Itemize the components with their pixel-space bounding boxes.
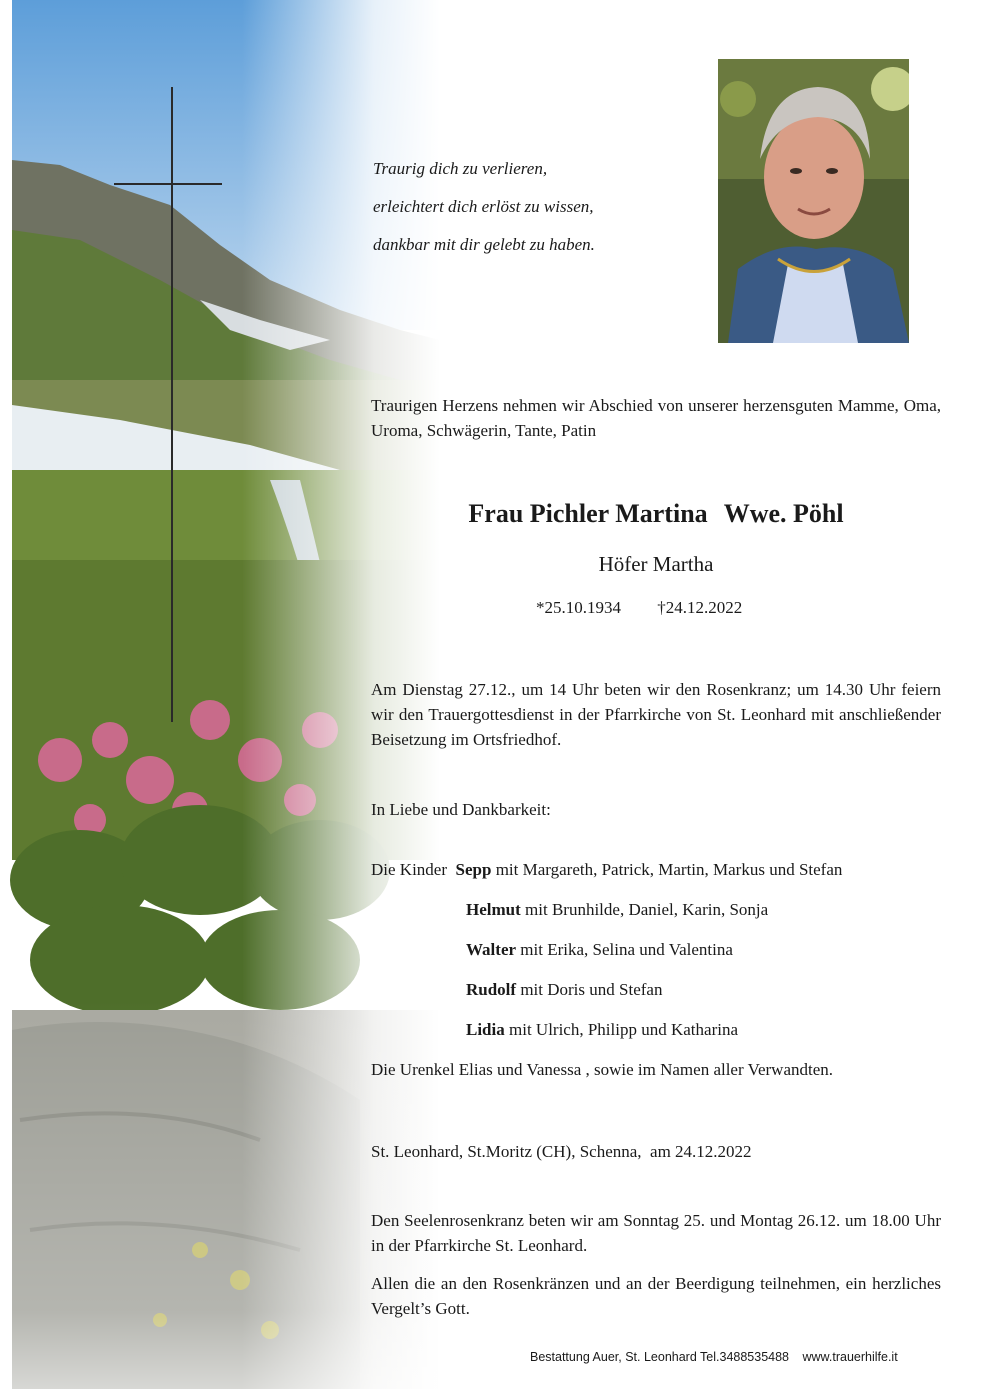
- website-link[interactable]: www.trauerhilfe.it: [802, 1350, 898, 1364]
- list-item: [466, 980, 662, 1000]
- child-family: mit Doris und Stefan: [520, 980, 663, 999]
- service-text: Am Dienstag 27.12., um 14 Uhr beten wir den Rosenkranz; um 14.30 Uhr feiern wir den Trauergottesdienst in der Pfarrkirche von St. Leonhard mit anschließender Beisetzung im Ortsfriedhof.: [371, 680, 941, 749]
- intro-text: Traurigen Herzens nehmen wir Abschied von unserer herzensguten Mamme, Oma, Uroma, Schwägerin, Tante, Patin: [371, 396, 941, 440]
- thanks-paragraph: [371, 1271, 941, 1321]
- closing-phrase-text: In Liebe und Dankbarkeit:: [371, 800, 551, 819]
- child-name: Helmut: [466, 900, 521, 919]
- children-label: Die Kinder: [371, 860, 448, 879]
- verse-line: erleichtert dich erlöst zu wissen,: [373, 197, 594, 216]
- list-item: [371, 860, 842, 880]
- thanks-text: Allen die an den Rosenkränzen und an der Beerdigung teilnehmen, ein herzliches Vergelt’s Gott.: [371, 1274, 941, 1318]
- footer: [530, 1350, 898, 1364]
- rosary-paragraph: [371, 1208, 941, 1258]
- list-item: [466, 900, 768, 920]
- deceased-name: [371, 497, 941, 531]
- portrait-photo: [718, 59, 909, 343]
- death-date: †24.12.2022: [657, 598, 743, 617]
- memorial-verse: [373, 150, 693, 264]
- deceased-name-main: Frau Pichler Martina: [468, 499, 708, 528]
- child-family: mit Ulrich, Philipp und Katharina: [509, 1020, 738, 1039]
- life-dates: [536, 595, 742, 620]
- place-date: [371, 1139, 941, 1164]
- great-grandchildren-line: Die Urenkel Elias und Vanessa , sowie im Namen aller Verwandten.: [371, 1060, 834, 1079]
- child-name: Walter: [466, 940, 517, 959]
- intro-paragraph: [371, 393, 941, 443]
- child-name: Sepp: [455, 860, 492, 879]
- deceased-name-widow: Wwe. Pöhl: [723, 499, 844, 528]
- child-name: Lidia: [466, 1020, 505, 1039]
- maiden-name: Höfer Martha: [598, 552, 714, 576]
- child-family: mit Brunhilde, Daniel, Karin, Sonja: [525, 900, 769, 919]
- list-item: [466, 1020, 738, 1040]
- place-date-text: St. Leonhard, St.Moritz (CH), Schenna, am 24.12.2022: [371, 1142, 752, 1161]
- funeral-home-info: Bestattung Auer, St. Leonhard Tel.3488535488: [530, 1350, 790, 1364]
- child-family: mit Erika, Selina und Valentina: [520, 940, 733, 959]
- child-name: Rudolf: [466, 980, 517, 999]
- service-paragraph: [371, 677, 941, 752]
- rosary-text: Den Seelenrosenkranz beten wir am Sonntag 25. und Montag 26.12. um 18.00 Uhr in der Pfarrkirche St. Leonhard.: [371, 1211, 941, 1255]
- list-item: [466, 940, 733, 960]
- child-family: mit Margareth, Patrick, Martin, Markus und Stefan: [495, 860, 843, 879]
- verse-line: Traurig dich zu verlieren,: [373, 159, 548, 178]
- closing-phrase: [371, 797, 941, 822]
- birth-date: *25.10.1934: [536, 598, 621, 617]
- verse-line: dankbar mit dir gelebt zu haben.: [373, 235, 595, 254]
